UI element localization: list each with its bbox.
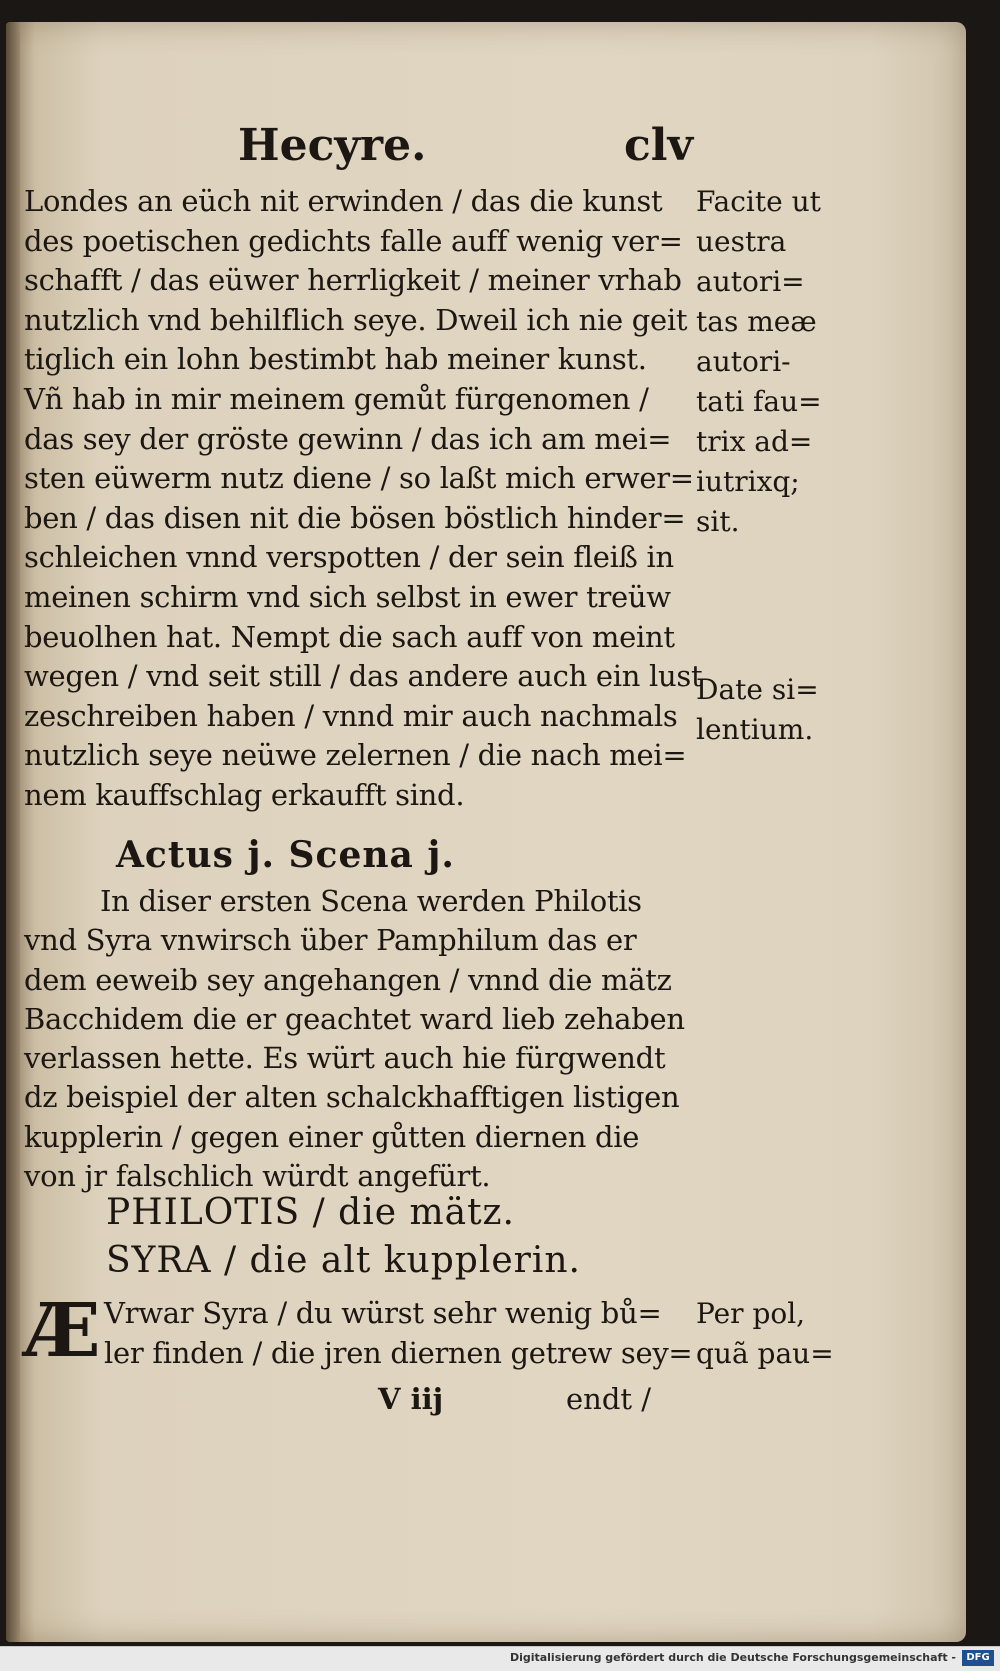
text-line: ben / das disen nit die bösen böstlich hinder= — [24, 500, 686, 535]
dfg-logo: DFG — [962, 1650, 994, 1666]
marginal-line: lentium. — [696, 713, 814, 746]
marginal-line: trix ad= — [696, 425, 813, 458]
text-line: schleichen vnnd verspotten / der sein fleiß in — [24, 540, 674, 575]
funding-notice: Digitalisierung gefördert durch die Deutsche Forschungsgemeinschaft - — [509, 1651, 956, 1664]
book-page — [6, 22, 966, 1642]
catchword: endt / — [566, 1382, 652, 1416]
footer-bar — [0, 1646, 1000, 1671]
text-line: das sey der gröste gewinn / das ich am mei= — [24, 421, 672, 456]
signature-line — [6, 1382, 706, 1422]
text-line: nutzlich vnd behilflich seye. Dweil ich nie geit — [24, 302, 688, 337]
marginal-note — [696, 1294, 856, 1374]
text-line: beuolhen hat. Nempt die sach auff von meint — [24, 619, 675, 654]
text-line: nem kauffschlag erkaufft sind. — [24, 777, 465, 812]
text-line: des poetischen gedichts falle auff wenig ver= — [24, 223, 683, 258]
marginal-line: Per pol, — [696, 1297, 806, 1330]
persona-philotis: PHILOTIS / die mätz. — [106, 1192, 515, 1233]
marginal-line: Date si= — [696, 673, 819, 706]
text-line: sten eüwerm nutz diene / so laßt mich erwer= — [24, 461, 694, 496]
text-line: kupplerin / gegen einer gůtten diernen die — [24, 1119, 640, 1154]
body-text — [24, 182, 703, 816]
text-line: schafft / das eüwer herrligkeit / meiner vrhab — [24, 263, 682, 298]
text-line: Vrwar Syra / du würst sehr wenig bů= — [104, 1296, 662, 1330]
text-line: verlassen hette. Es würt auch hie fürgwendt — [24, 1041, 666, 1076]
marginal-line: tas meæ — [696, 305, 817, 338]
text-line: vnd Syra vnwirsch über Pamphilum das er — [24, 923, 637, 958]
text-line: In diser ersten Scena werden Philotis — [100, 884, 642, 918]
text-line: wegen / vnd seit still / das andere auch ein lust — [24, 659, 703, 694]
scene-argument — [24, 882, 684, 1196]
marginal-line: tati fau= — [696, 385, 822, 418]
persona-syra: SYRA / die alt kupplerin. — [106, 1240, 581, 1281]
text-line: meinen schirm vnd sich selbst in ewer treüw — [24, 579, 671, 614]
page-header — [6, 120, 966, 180]
text-line: Bacchidem die er geachtet ward lieb zehaben — [24, 1001, 685, 1036]
marginal-line: quã pau= — [696, 1337, 834, 1370]
marginal-note — [696, 182, 856, 542]
scene-title: Actus j. Scena j. — [116, 834, 455, 876]
text-line: Vñ hab in mir meinem gemůt fürgenomen / — [24, 381, 649, 416]
marginal-line: autori= — [696, 265, 805, 298]
marginal-note — [696, 670, 856, 750]
decorated-initial: Æ — [24, 1288, 101, 1374]
dialog-text — [24, 1288, 693, 1374]
text-line: nutzlich seye neüwe zelernen / die nach mei= — [24, 738, 687, 773]
marginal-line: iutrixq; — [696, 465, 800, 498]
running-head: Hecyre. — [238, 120, 427, 171]
marginal-line: Facite ut — [696, 185, 821, 218]
text-line: dem eeweib sey angehangen / vnnd die mätz — [24, 962, 672, 997]
marginal-line: sit. — [696, 505, 740, 538]
marginal-line: autori- — [696, 345, 791, 378]
text-line: von jr falschlich würdt angefürt. — [24, 1159, 491, 1194]
folio-number: clv — [624, 120, 694, 171]
text-line: dz beispiel der alten schalckhafftigen listigen — [24, 1080, 680, 1115]
marginal-line: uestra — [696, 225, 787, 258]
text-line: Londes an eüch nit erwinden / das die kunst — [24, 184, 663, 218]
signature-mark: V iij — [378, 1382, 444, 1416]
text-line: zeschreiben haben / vnnd mir auch nachmals — [24, 698, 678, 733]
text-line: tiglich ein lohn bestimbt hab meiner kunst. — [24, 342, 647, 377]
text-line: ler finden / die jren diernen getrew sey= — [104, 1335, 693, 1370]
